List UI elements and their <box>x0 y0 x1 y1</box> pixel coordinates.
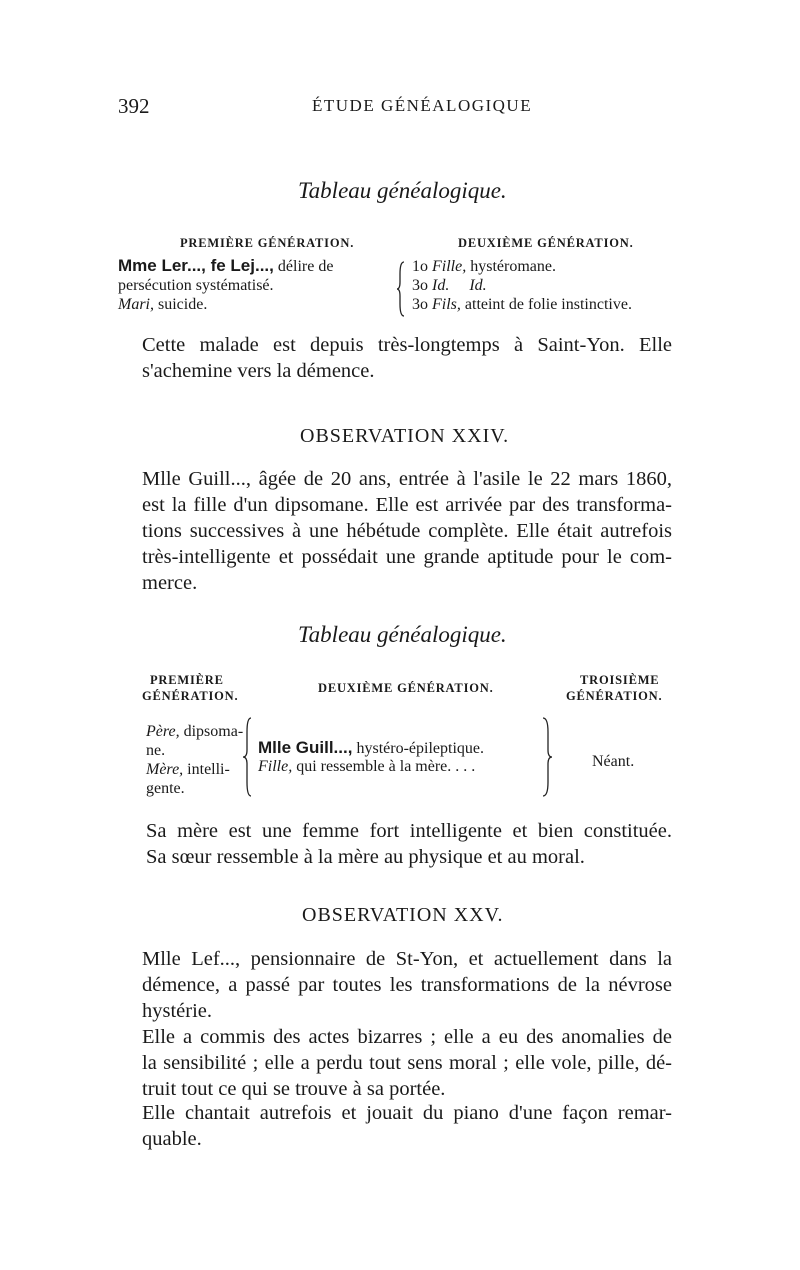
table1-col2-item-3: 3o Fils, atteint de folie instinctive. <box>412 296 632 313</box>
table2-left-brace <box>242 716 256 798</box>
table2-col2-line2: Fille, qui ressemble à la mère. . . . <box>258 758 476 775</box>
table2-col2-line1: Mlle Guill..., hystéro-épileptique. <box>258 738 484 757</box>
table1-col1-line1: Mme Ler..., fe Lej..., délire de <box>118 256 334 275</box>
table2-col1-header-a: PREMIÈRE <box>150 673 224 687</box>
table1-col2-header: DEUXIÈME GÉNÉRATION. <box>458 236 634 250</box>
observation-24-text: Mlle Guill..., âgée de 20 ans, entrée à l'asile le 22 mars 1860, est la fille d'un dipsomane. Elle est arrivée par des transforma- tions successives à une hébétude complète. Elle était autrefois très-intelligente et possédait une grande aptitude pour le com- merce. <box>142 468 672 594</box>
table1-col2-item-2: 3o Id. Id. <box>412 277 487 294</box>
table2-patient-name: Mlle Guill..., <box>258 738 353 757</box>
running-head: ÉTUDE GÉNÉALOGIQUE <box>312 96 533 115</box>
table2-col1-line1: Père, dipsoma- <box>146 723 244 740</box>
table2-col3-value: Néant. <box>592 753 635 770</box>
observation-25-text-2: Elle a commis des actes bizarres ; elle a eu des anomalies de la sensibilité ; elle a perdu tout sens moral ; elle vole, pille, dé- truit tout ce qui se trouve à sa portée. <box>142 1026 672 1100</box>
table2-col2-header: DEUXIÈME GÉNÉRATION. <box>318 681 494 695</box>
table2-col1-header-b: GÉNÉRATION. <box>142 689 239 703</box>
observation-25-text-1: Mlle Lef..., pensionnaire de St-Yon, et actuellement dans la démence, a passé par toutes les transformations de la névrose hystérie. <box>142 948 672 1022</box>
table2-col1-line4: gente. <box>146 780 185 797</box>
paragraph-2: Sa mère est une femme fort intelligente et bien constituée. Sa sœur ressemble à la mère au physique et au moral. <box>146 820 672 868</box>
table2-right-brace <box>540 716 554 798</box>
table1-brace <box>396 260 408 318</box>
table1-title: Tableau généalogique. <box>298 178 507 203</box>
paragraph-1: Cette malade est depuis très-longtemps à Saint-Yon. Elle s'achemine vers la démence. <box>142 334 672 382</box>
table1-col1-line3: Mari, suicide. <box>118 296 208 313</box>
table2-col1-line3: Mère, intelli- <box>146 761 230 778</box>
table2-col1-line2: ne. <box>146 742 166 759</box>
table1-patient-name: Mme Ler..., fe Lej..., <box>118 256 274 275</box>
table2-col3-header-b: GÉNÉRATION. <box>566 689 663 703</box>
table1-col1-header: PREMIÈRE GÉNÉRATION. <box>180 236 355 250</box>
table1-col1-line2: persécution systématisé. <box>118 277 274 294</box>
observation-25-text-3: Elle chantait autrefois et jouait du piano d'une façon remar- quable. <box>142 1102 672 1150</box>
table2-col3-header-a: TROISIÈME <box>580 673 660 687</box>
table1-col2-item-1: 1o Fille, hystéromane. <box>412 258 556 275</box>
observation-24-title: OBSERVATION XXIV. <box>300 425 510 447</box>
page-number: 392 <box>118 94 150 118</box>
table2-title: Tableau généalogique. <box>298 622 507 647</box>
observation-25-title: OBSERVATION XXV. <box>302 904 504 926</box>
